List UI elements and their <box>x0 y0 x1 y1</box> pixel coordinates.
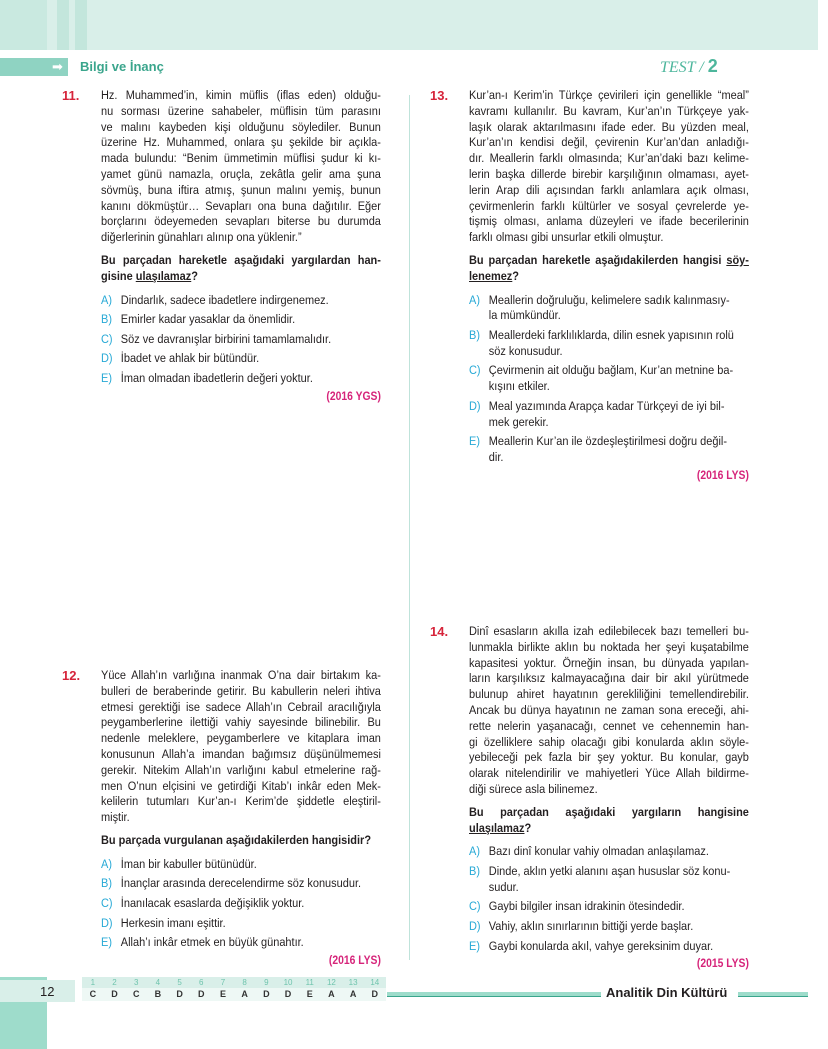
stem-line: rette nelerin yaşanacağı, cennet ve cehennemin han- <box>469 718 749 733</box>
prompt-line <box>101 253 381 269</box>
option-text-line: söz konusudur. <box>488 343 563 358</box>
answer-option-b[interactable] <box>101 876 381 892</box>
answer-key-column <box>147 977 169 1001</box>
option-letter: E) <box>469 434 480 449</box>
option-text-line: Dinde, aklın yetki alanını aşan hususlar söz konu- <box>488 863 731 878</box>
arrow-right-icon: ➡ <box>52 59 63 74</box>
option-letter: D) <box>469 918 481 933</box>
stem-line: ve malını kaybeden kişi olduğunu söylediler. Bunun <box>101 119 381 134</box>
answer-key-answer: A <box>234 988 256 1001</box>
answer-key-answer: D <box>190 988 212 1001</box>
answer-key-answer: A <box>342 988 364 1001</box>
stem-line: konusunun Allah’a imandan bağımsız düşünülmemesi <box>101 746 381 761</box>
stem-line: Hz. Muhammed’in, kimin müflis (iflas eden) olduğu- <box>101 88 381 102</box>
answer-key-answer: D <box>169 988 191 1001</box>
prompt-line <box>469 805 749 821</box>
stem-line: laşık olarak aktarılmasını ifade eder. Bu yüzden meal, <box>469 119 749 134</box>
answer-key-answer: D <box>256 988 278 1001</box>
answer-key-answer: D <box>104 988 126 1001</box>
stem-line: kapasitesi yoktur. Örneğin insan, bu dünyada yapılan- <box>469 655 749 670</box>
question-number: 12. <box>62 668 81 683</box>
option-letter: D) <box>101 915 113 930</box>
option-letter: B) <box>101 876 112 891</box>
answer-option-e[interactable] <box>469 434 749 466</box>
emphasis-text: söy- <box>726 252 749 267</box>
answer-option-d[interactable] <box>101 351 381 367</box>
option-text-line: Herkesin imanı eşittir. <box>120 915 226 930</box>
test-label: TEST / 2 <box>660 56 718 76</box>
question-source: (2016 YGS) <box>326 390 381 403</box>
answer-key-number: 14 <box>364 977 386 988</box>
option-letter: E) <box>101 935 112 950</box>
option-text-line: Dindarlık, sadece ibadetlere indirgenemez. <box>120 292 329 307</box>
option-text-line: Gaybi bilgiler insan idrakinin ötesindedir. <box>488 899 685 914</box>
question-prompt <box>469 253 749 285</box>
answer-option-c[interactable] <box>101 332 381 348</box>
question-prompt <box>101 253 381 285</box>
answer-option-c[interactable] <box>101 896 381 912</box>
answer-option-e[interactable] <box>101 935 381 951</box>
option-text-line: Meallerdeki farklılıklarda, dilin esnek yapısının rolü <box>488 327 734 342</box>
stem-line: nedenle meleklere, peygamberlere ve kitaplara iman <box>101 731 381 746</box>
answer-option-b[interactable] <box>469 328 749 360</box>
answer-option-a[interactable] <box>101 857 381 873</box>
answer-key-column <box>342 977 364 1001</box>
answer-key <box>82 977 386 1001</box>
answer-key-column <box>82 977 104 1001</box>
answer-option-b[interactable] <box>469 864 749 896</box>
answer-key-column <box>125 977 147 1001</box>
answer-key-number: 4 <box>147 977 169 988</box>
prompt-line <box>469 821 749 837</box>
option-text-line: Bazı dinî konular vahiy olmadan anlaşılamaz. <box>488 844 709 859</box>
stem-line: gerekir. Nitekim Allah’ın varlığını kabul etmelerine rağ- <box>101 762 381 777</box>
prompt-line <box>469 269 749 285</box>
stem-line: lerin Arap dili açısından farklı anlamlara açık olması, <box>469 182 749 197</box>
answer-key-answer: E <box>212 988 234 1001</box>
answer-key-number: 12 <box>321 977 343 988</box>
stem-line: miştir. <box>101 810 130 825</box>
stem-line: peygamberlerine ilettiği vahiy sayesinde bilinebilir. Bu <box>101 715 381 730</box>
prompt-line <box>101 833 381 849</box>
answer-key-column <box>364 977 386 1001</box>
stem-line: bulunup ahiret hayatının gerekliliğini temellendirebilir. <box>469 687 749 702</box>
option-text-line: Meallerin Kur’an ile özdeşleştirilmesi doğru değil- <box>488 434 727 449</box>
stem-line: Kur’an’ın kendisi değil, çevirenin Kur’an’dan anladığı- <box>469 135 749 150</box>
stem-line: kavramı kullanılır. Bu kavram, Kur’an’ın Türkçeye yak- <box>469 103 749 118</box>
answer-option-a[interactable] <box>101 293 381 309</box>
answer-key-answer: D <box>277 988 299 1001</box>
answer-key-column <box>212 977 234 1001</box>
option-letter: D) <box>101 351 113 366</box>
stem-line: bulleri de beraberinde getirir. Bu kabullerin neleri ihtiva <box>101 683 381 698</box>
answer-key-number: 1 <box>82 977 104 988</box>
option-letter: C) <box>101 895 113 910</box>
question-prompt <box>469 805 749 837</box>
answer-key-number: 5 <box>169 977 191 988</box>
stem-line: lerin başka dillerde birebir karşılığının olmaması, ayet- <box>469 166 749 181</box>
answer-option-c[interactable] <box>469 363 749 395</box>
question-source: (2016 LYS) <box>696 469 749 482</box>
answer-key-column <box>256 977 278 1001</box>
question-number: 14. <box>430 624 449 639</box>
column-divider <box>409 95 410 960</box>
stem-line: lunmakla birlikte aklın bu noktada her şeyi kuşatabilme <box>469 639 749 654</box>
stem-line: üzerine Hz. Muhammed, onlara şu şekilde bir açıkla- <box>101 135 381 150</box>
question-number: 11. <box>62 88 80 103</box>
answer-key-column <box>321 977 343 1001</box>
answer-key-number: 6 <box>190 977 212 988</box>
option-letter: C) <box>469 363 481 378</box>
answer-key-column <box>277 977 299 1001</box>
question-body <box>101 88 381 403</box>
answer-key-answer: C <box>82 988 104 1001</box>
prompt-text: ? <box>191 268 198 283</box>
stem-line: men O’nun elçisini ve getirdiği Kitab’ı inkâr eden Mek- <box>101 778 381 793</box>
prompt-text: ? <box>524 820 532 835</box>
option-text-line: kışını etkiler. <box>488 379 550 394</box>
option-text-line: Gaybi konularda akıl, vahye gereksinim duyar. <box>488 938 714 953</box>
stem-line: etmesi gerektiği ise sadece Allah’ın Cebrail aracılığıyla <box>101 699 381 714</box>
answer-key-number: 11 <box>299 977 321 988</box>
option-letter: A) <box>101 856 112 871</box>
answer-key-number: 8 <box>234 977 256 988</box>
prompt-text: Bu parçadan aşağıdaki yargıların hangisine <box>469 804 749 819</box>
option-letter: A) <box>101 292 112 307</box>
option-letter: A) <box>469 292 480 307</box>
question-prompt <box>101 833 381 849</box>
option-text-line: Emirler kadar yasaklar da önemlidir. <box>120 312 296 327</box>
prompt-text: ? <box>512 268 520 283</box>
answer-key-number: 10 <box>277 977 299 988</box>
answer-option-d[interactable] <box>469 399 749 431</box>
prompt-line <box>469 253 749 269</box>
stem-line: yamet günü namazla, oruçla, zekâtla gelir ama şuna <box>101 166 381 181</box>
stem-line: nu sorması üzerine sahabeler, müflisin tüm parasını <box>101 103 381 118</box>
answer-option-c[interactable] <box>469 899 749 915</box>
stem-line: yebileceği pek fazla bir şey yoktur. Bu konular, gayb <box>469 750 749 765</box>
answer-key-column <box>190 977 212 1001</box>
option-text-line: sudur. <box>488 879 519 894</box>
question-source: (2016 LYS) <box>328 954 381 967</box>
option-letter: E) <box>101 370 112 385</box>
answer-option-a[interactable] <box>469 844 749 860</box>
answer-key-number: 9 <box>256 977 278 988</box>
stem-line: çevirmenlerin farklı kültürler ve sosyal çevrelerde ye- <box>469 198 749 213</box>
question-number: 13. <box>430 88 449 103</box>
option-text-line: İbadet ve ahlak bir bütündür. <box>120 351 260 366</box>
option-text-line: la mümkündür. <box>488 308 561 323</box>
header-stripe <box>57 0 69 50</box>
header-stripe <box>0 0 47 50</box>
answer-key-column <box>104 977 126 1001</box>
emphasis-text: lenemez <box>469 268 513 283</box>
option-letter: C) <box>101 331 113 346</box>
stem-line: tişmiş olması, anlama düzeyleri ve ifade becerilerinin <box>469 214 749 229</box>
answer-key-number: 13 <box>342 977 364 988</box>
option-text-line: Allah’ı inkâr etmek en büyük günahtır. <box>120 935 304 950</box>
option-text-line: Söz ve davranışlar birbirini tamamlamalıdır. <box>120 331 332 346</box>
option-text-line: mek gerekir. <box>488 414 549 429</box>
stem-line: borçlarını ödeyemeden sevapları biterse bu durumda <box>101 214 381 229</box>
stem-line: kanını dökmüştür… Sevapları ona buna dağıtılır. Eğer <box>101 198 381 213</box>
page-number-band <box>0 980 75 1002</box>
option-letter: C) <box>469 899 481 914</box>
option-letter: A) <box>469 844 480 859</box>
answer-key-answer: E <box>299 988 321 1001</box>
answer-option-d[interactable] <box>469 919 749 935</box>
answer-key-answer: C <box>125 988 147 1001</box>
footer-line <box>738 992 808 997</box>
question-body <box>469 624 749 970</box>
test-word: TEST <box>660 59 696 76</box>
answer-option-b[interactable] <box>101 312 381 328</box>
emphasis-text: ulaşılamaz <box>135 268 192 283</box>
answer-key-number: 3 <box>125 977 147 988</box>
option-letter: B) <box>469 863 480 878</box>
question-body <box>469 88 749 482</box>
stem-line: diğerlerinin günahları alınıp ona yüklenir.” <box>101 230 302 245</box>
answer-key-number: 7 <box>212 977 234 988</box>
stem-line: Dinî esasların akılla izah edilebilecek bazı temelleri bu- <box>469 624 749 638</box>
stem-line: Yüce Allah’ın varlığına inanmak O’na dair birtakım ka- <box>101 668 381 682</box>
prompt-text: Bu parçadan hareketle aşağıdakilerden hangisi <box>469 252 727 267</box>
stem-line: sövmüş, buna iftira atmış, şunun malını yemiş, bunun <box>101 182 381 197</box>
answer-option-d[interactable] <box>101 916 381 932</box>
prompt-line <box>101 269 381 285</box>
section-title: Bilgi ve İnanç <box>80 59 164 74</box>
stem-line: olarak nitelendirilir ve mahiyetleri Yüce Allah bildirme- <box>469 766 749 781</box>
answer-option-e[interactable] <box>101 371 381 387</box>
stem-line: kelilerin tutumları Kur’an-ı Kerim’de şiddetle eleştiril- <box>101 794 381 809</box>
stem-line: Kur’an-ı Kerim’in Türkçe çevirileri için genellikle “meal” <box>469 88 749 102</box>
prompt-text: Bu parçadan hareketle aşağıdaki yargılardan han- <box>101 252 381 267</box>
answer-key-column <box>169 977 191 1001</box>
option-text-line: dir. <box>488 449 504 464</box>
footer-line <box>387 992 601 997</box>
answer-key-column <box>299 977 321 1001</box>
option-letter: D) <box>469 398 481 413</box>
option-text-line: Meallerin doğruluğu, kelimelere sadık kalınmasıy- <box>488 292 730 307</box>
stem-line: mada bulundu: “Benim ümmetimin müflisi şudur ki kı- <box>101 151 381 166</box>
option-text-line: Meal yazımında Arapça kadar Türkçeyi de iyi bil- <box>488 398 725 413</box>
stem-line: farklı olması gibi unsurlar etkili olmuştur. <box>469 230 664 245</box>
option-letter: B) <box>101 312 112 327</box>
option-letter: B) <box>469 327 480 342</box>
answer-key-answer: A <box>321 988 343 1001</box>
test-number: 2 <box>707 56 718 76</box>
prompt-text: gisine <box>101 268 136 283</box>
question-source: (2015 LYS) <box>696 958 749 971</box>
option-text-line: İnanılacak esaslarda değişiklik yoktur. <box>120 895 305 910</box>
option-text-line: Vahiy, aklın sınırlarının bittiği yerde başlar. <box>488 918 694 933</box>
option-text-line: İnançlar arasında derecelendirme söz konusudur. <box>120 876 362 891</box>
answer-key-number: 2 <box>104 977 126 988</box>
header-stripe <box>75 0 87 50</box>
book-title: Analitik Din Kültürü <box>606 985 728 1000</box>
stem-line: diği sürece asla bilinemez. <box>469 781 598 796</box>
emphasis-text: ulaşılamaz <box>469 820 525 835</box>
answer-key-answer: D <box>364 988 386 1001</box>
stem-line: ların karşılıksız kalmayacağına dair bir akıl yürütmede <box>469 671 749 686</box>
stem-line: gi özelliklere sahip olacağı gibi konularda aklın söyle- <box>469 734 749 749</box>
question-body <box>101 668 381 967</box>
option-text-line: Çevirmenin ait olduğu bağlam, Kur’an metnine ba- <box>488 363 734 378</box>
option-text-line: İman olmadan ibadetlerin değeri yoktur. <box>120 370 313 385</box>
prompt-text: Bu parçada vurgulanan aşağıdakilerden hangisidir? <box>101 832 372 847</box>
header-band <box>0 0 818 50</box>
answer-key-answer: B <box>147 988 169 1001</box>
answer-option-a[interactable] <box>469 293 749 325</box>
option-letter: E) <box>469 938 480 953</box>
answer-option-e[interactable] <box>469 939 749 955</box>
stem-line: dır. Meallerin farklı olmasında; Kur’an’daki bazı kelime- <box>469 151 749 166</box>
answer-key-column <box>234 977 256 1001</box>
page-number: 12 <box>40 984 55 999</box>
stem-line: Ancak bu dünya hayatının ne zaman sona ereceği, ahi- <box>469 702 749 717</box>
option-text-line: İman bir kabuller bütünüdür. <box>120 856 257 871</box>
